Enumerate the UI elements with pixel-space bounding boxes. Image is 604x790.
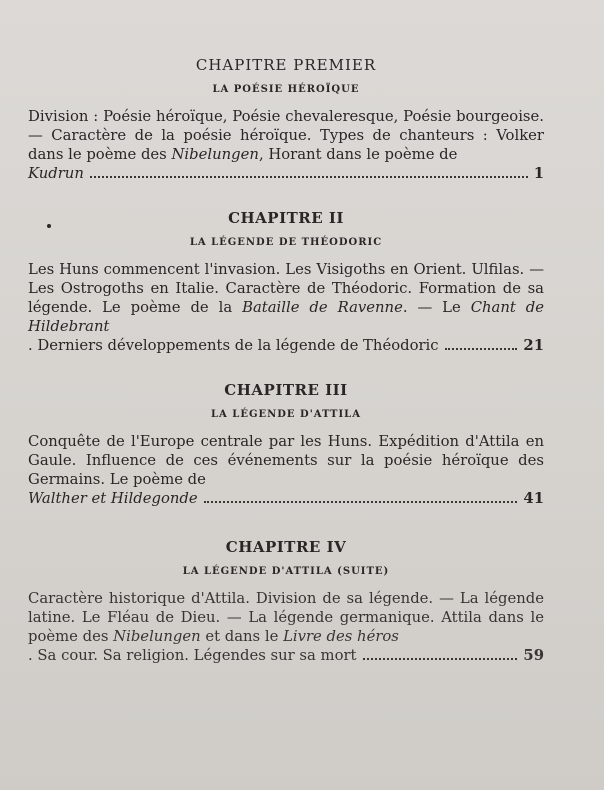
chapter-1-toc-line	[28, 164, 544, 183]
chapter-4-toc-line	[28, 646, 544, 665]
chapter-1-summary	[28, 107, 544, 183]
chapter-2-summary-text-b: . — Le	[402, 299, 471, 316]
chapter-2-toc-line	[28, 336, 544, 355]
chapter-4-summary-italic-2: Livre des héros	[283, 628, 399, 645]
chapter-2-summary-text-a: Les Huns commencent l'invasion. Les Visigoths en Orient. Ulfilas. — Les Ostrogoths en Italie. Caractère de Théodoric. Formation de sa légende. Le poème de la	[28, 261, 544, 316]
chapter-1	[28, 56, 544, 183]
chapter-2-title: CHAPITRE II	[228, 209, 344, 227]
chapter-1-page-number: 1	[533, 165, 544, 182]
chapter-3-summary	[28, 432, 544, 508]
ink-dot	[47, 224, 51, 228]
chapter-4-summary	[28, 589, 544, 665]
chapter-3-subtitle: LA LÉGENDE D'ATTILA	[211, 409, 361, 420]
chapter-3-title: CHAPITRE III	[224, 381, 348, 399]
chapter-4-summary-text-c: . Sa cour. Sa religion. Légendes sur sa mort	[28, 647, 357, 664]
chapter-1-summary-text-a: Division : Poésie héroïque, Poésie chevaleresque, Poésie bourgeoise. — Caractère de la poésie héroïque. Types de chanteurs : Volker dans le poème des	[28, 108, 544, 163]
chapter-2-summary-italic-1: Bataille de Ravenne	[242, 299, 403, 316]
chapter-2	[28, 209, 544, 355]
chapter-3-page-number: 41	[523, 490, 544, 507]
dot-leader	[363, 658, 518, 660]
chapter-4-summary-text-a: Caractère historique d'Attila. Division de sa légende. — La légende latine. Le Fléau de Dieu. — La légende germanique. Attila dans le poème des	[28, 590, 544, 645]
chapter-2-page-number: 21	[523, 337, 544, 354]
chapter-3-summary-text-a: Conquête de l'Europe centrale par les Huns. Expédition d'Attila en Gaule. Influence de ces événements sur la poésie héroïque des Germains. Le poème de	[28, 433, 544, 488]
chapter-1-subtitle: LA POÉSIE HÉROÏQUE	[212, 84, 360, 95]
chapter-3-summary-italic-1: Walther et Hildegonde	[28, 490, 198, 507]
chapter-4-summary-text-b: et dans le	[200, 628, 284, 645]
dot-leader	[90, 176, 528, 178]
chapter-4-page-number: 59	[523, 647, 544, 664]
chapter-2-summary	[28, 260, 544, 355]
dot-leader	[204, 501, 518, 503]
chapter-3	[28, 381, 544, 508]
chapter-4	[28, 538, 544, 665]
chapter-2-summary-text-c: . Derniers développements de la légende de Théodoric	[28, 337, 439, 354]
chapter-1-summary-italic-2: Kudrun	[28, 165, 84, 182]
chapter-1-summary-text-b: , Horant dans le poème de	[258, 146, 458, 163]
chapter-4-subtitle: LA LÉGENDE D'ATTILA (SUITE)	[182, 566, 390, 577]
chapter-1-title: CHAPITRE PREMIER	[195, 56, 377, 74]
chapter-4-summary-italic-1: Nibelungen	[113, 628, 201, 645]
dot-leader	[445, 348, 518, 350]
chapter-2-subtitle: LA LÉGENDE DE THÉODORIC	[189, 237, 383, 248]
chapter-4-title: CHAPITRE IV	[225, 538, 347, 556]
chapter-2-summary-italic-2: Chant de Hildebrant	[28, 299, 544, 335]
chapter-3-toc-line	[28, 489, 544, 508]
chapter-1-summary-italic-1: Nibelungen	[171, 146, 259, 163]
